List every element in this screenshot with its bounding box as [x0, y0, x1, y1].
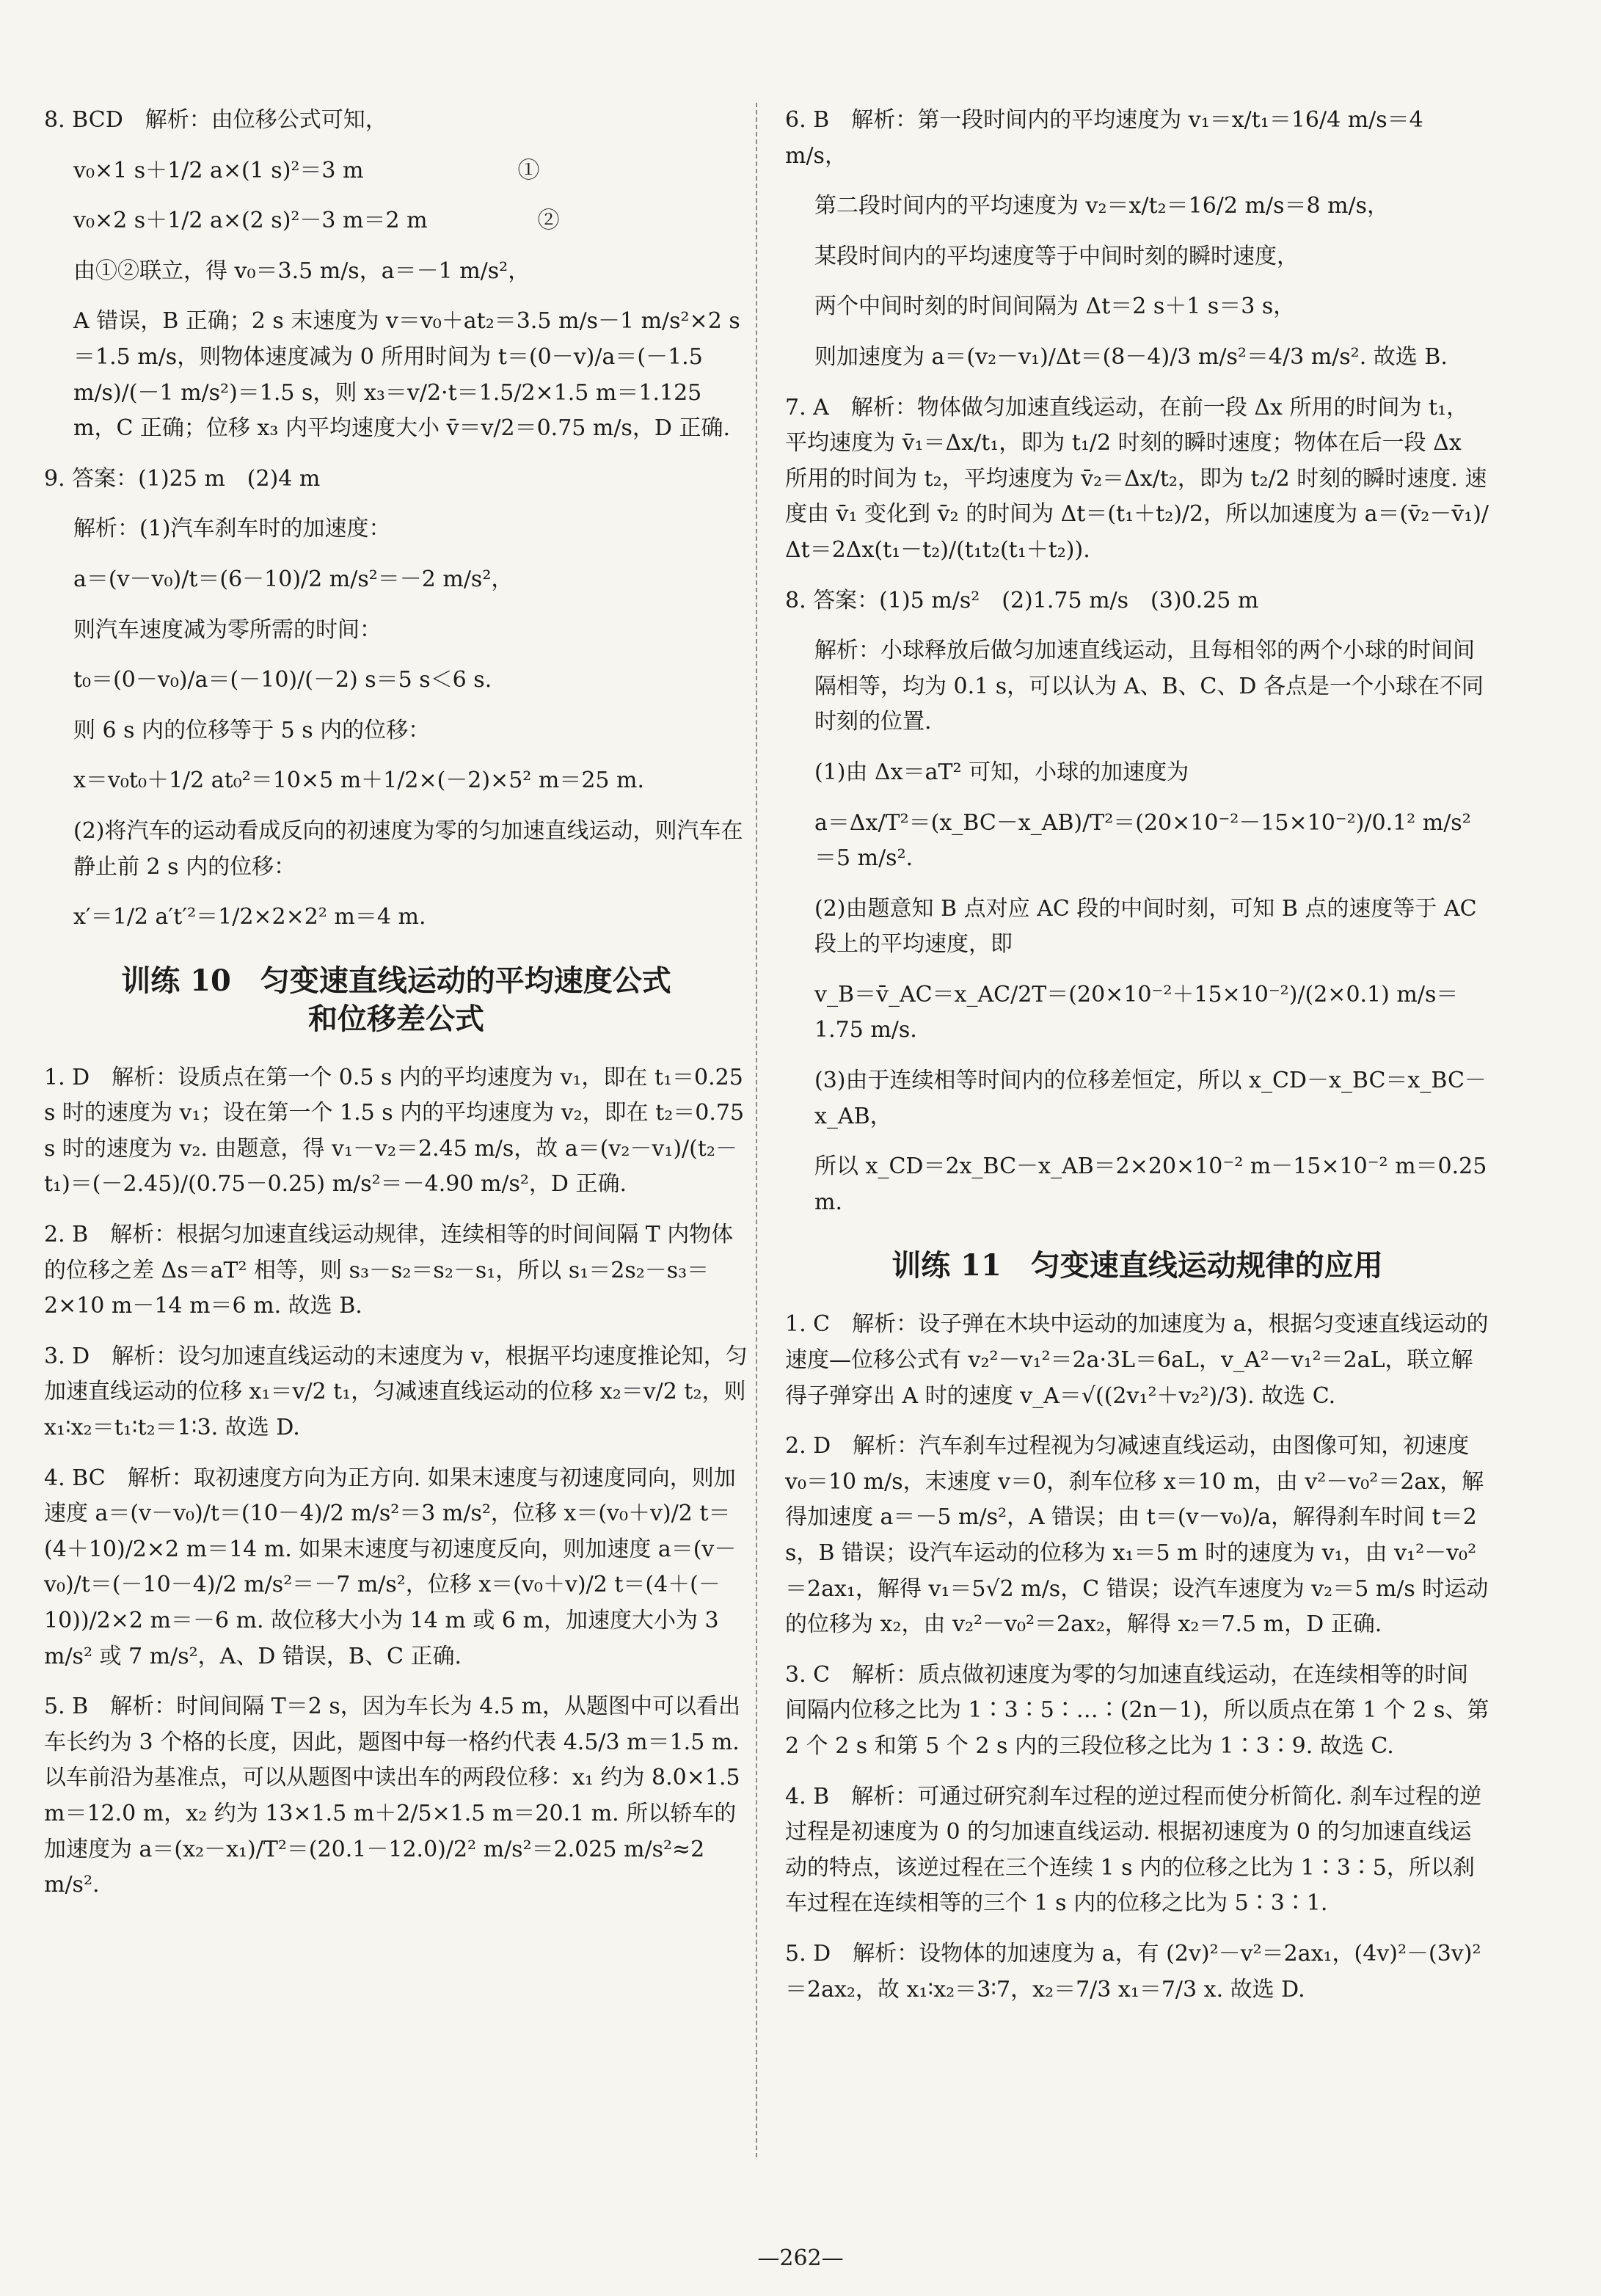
section-10-title	[44, 962, 748, 1038]
text-line: 9. 答案：(1)25 m (2)4 m	[44, 465, 321, 492]
answer-item: 1. D 解析：设质点在第一个 0.5 s 内的平均速度为 v₁，即在 t₁＝0.25 s 时的速度为 v₁；设在第一个 1.5 s 内的平均速度为 v₂，即在 t₂＝0.75 s 时的速度为 v₂. 由题意，得 v₁－v₂＝2.45 m/s，故 a＝(v₂－v₁)/(t₂－t₁)＝(－2.45)/(0.75－0.25) m/s²＝－4.90 m/s²，D 正确.	[44, 1064, 745, 1198]
page-number: —262—	[757, 2245, 844, 2271]
text-line: v₀×1 s＋1/2 a×(1 s)²＝3 m ①	[73, 157, 540, 183]
section-10-title-line2: 和位移差公式	[308, 1001, 484, 1036]
text-line: 所以 x_CD＝2x_BC－x_AB＝2×20×10⁻² m－15×10⁻² m＝0.25 m.	[814, 1154, 1487, 1215]
text-line: 由①②联立，得 v₀＝3.5 m/s，a＝－1 m/s²，	[73, 258, 530, 284]
answer-item: 3. D 解析：设匀加速直线运动的末速度为 v，根据平均速度推论知，匀加速直线运动的位移 x₁＝v/2 t₁，匀减速直线运动的位移 x₂＝v/2 t₂，则 x₁∶x₂＝t₁∶t₂＝1∶3. 故选 D.	[44, 1343, 748, 1441]
section-11-title	[785, 1247, 1489, 1285]
answer-item: 5. B 解析：时间间隔 T＝2 s，因为车长为 4.5 m，从题图中可以看出车长约为 3 个格的长度，因此，题图中每一格约代表 4.5/3 m＝1.5 m. 以车前沿为基准点，可以从题图中读出车的两段位移：x₁ 约为 8.0×1.5 m＝12.0 m，x₂ 约为 13×1.5 m＋2/5×1.5 m＝20.1 m. 所以轿车的加速度为 a＝(x₂－x₁)/T²＝(20.1－12.0)/2² m/s²＝2.025 m/s²≈2 m/s².	[44, 1694, 740, 1898]
right-column	[785, 103, 1489, 2022]
text-line: v_B＝v̄_AC＝x_AC/2T＝(20×10⁻²＋15×10⁻²)/(2×0.1) m/s＝1.75 m/s.	[814, 981, 1459, 1043]
text-line: 则加速度为 a＝(v₂－v₁)/Δt＝(8－4)/3 m/s²＝4/3 m/s². 故选 B.	[814, 343, 1448, 370]
text-line: 则 6 s 内的位移等于 5 s 内的位移：	[73, 717, 431, 743]
text-line: (3)由于连续相等时间内的位移差恒定，所以 x_CD－x_BC＝x_BC－x_AB，	[814, 1068, 1487, 1129]
text-line: 解析：(1)汽车刹车时的加速度：	[73, 516, 391, 542]
text-line: (2)将汽车的运动看成反向的初速度为零的匀加速直线运动，则汽车在静止前 2 s 内的位移：	[73, 817, 743, 880]
answer-item: 2. D 解析：汽车刹车过程视为匀减速直线运动，由图像可知，初速度 v₀＝10 m/s，末速度 v＝0，刹车位移 x＝10 m，由 v²－v₀²＝2ax，解得加速度 a＝－5 m/s²，A 错误；由 t＝(v－v₀)/a，解得刹车时间 t＝2 s，B 错误；设汽车运动的位移为 x₁＝5 m 时的速度为 v₁，由 v₁²－v₀²＝2ax₁，解得 v₁＝5√2 m/s，C 错误；设汽车速度为 v₂＝5 m/s 时运动的位移为 x₂，由 v₂²－v₀²＝2ax₂，解得 x₂＝7.5 m，D 正确.	[785, 1433, 1489, 1638]
text-line: t₀＝(0－v₀)/a＝(－10)/(－2) s＝5 s＜6 s.	[73, 667, 492, 693]
answer-item: 6. B 解析：第一段时间内的平均速度为 v₁＝x/t₁＝16/4 m/s＝4 m/s，	[785, 107, 1423, 169]
text-line: 两个中间时刻的时间间隔为 Δt＝2 s＋1 s＝3 s，	[814, 294, 1296, 320]
text-line: 第二段时间内的平均速度为 v₂＝x/t₂＝16/2 m/s＝8 m/s，	[814, 193, 1390, 219]
text-line: a＝(v－v₀)/t＝(6－10)/2 m/s²＝－2 m/s²，	[73, 566, 514, 592]
section-10-title-line1: 训练 10 匀变速直线运动的平均速度公式	[121, 963, 671, 998]
answer-item: 5. D 解析：设物体的加速度为 a，有 (2v)²－v²＝2ax₁，(4v)²－(3v)²＝2ax₂，故 x₁∶x₂＝3∶7，x₂＝7/3 x₁＝7/3 x. 故选 D.	[785, 1940, 1481, 2002]
text-line: (1)由 Δx＝aT² 可知，小球的加速度为	[814, 759, 1189, 785]
left-column	[44, 103, 748, 1918]
column-divider	[756, 103, 757, 2157]
text-line: x＝v₀t₀＋1/2 at₀²＝10×5 m＋1/2×(－2)×5² m＝25 m.	[73, 768, 645, 794]
answer-item: 7. A 解析：物体做匀加速直线运动，在前一段 Δx 所用的时间为 t₁，平均速度为 v̄₁＝Δx/t₁，即为 t₁/2 时刻的瞬时速度；物体在后一段 Δx 所用的时间为 t₂，平均速度为 v̄₂＝Δx/t₂，即为 t₂/2 时刻的瞬时速度. 速度由 v̄₁ 变化到 v̄₂ 的时间为 Δt＝(t₁＋t₂)/2，所以加速度为 a＝(v̄₂－v̄₁)/Δt＝2Δx(t₁－t₂)/(t₁t₂(t₁＋t₂)).	[785, 394, 1489, 563]
answer-item: 3. C 解析：质点做初速度为零的匀加速直线运动，在连续相等的时间间隔内位移之比为 1∶3∶5∶…∶(2n－1)，所以质点在第 1 个 2 s、第 2 个 2 s 和第 5 个 2 s 内的三段位移之比为 1∶3∶9. 故选 C.	[785, 1661, 1489, 1759]
text-line: x′＝1/2 a′t′²＝1/2×2×2² m＝4 m.	[73, 904, 426, 930]
section-11-title-text: 训练 11 匀变速直线运动规律的应用	[891, 1248, 1383, 1283]
answer-item: 4. B 解析：可通过研究刹车过程的逆过程而使分析简化. 刹车过程的逆过程是初速度为 0 的匀加速直线运动. 根据初速度为 0 的匀加速直线运动的特点，该逆过程在三个连续 1 s 内的位移之比为 1∶3∶5，所以刹车过程在连续相等的三个 1 s 内的位移之比为 5∶3∶1.	[785, 1783, 1482, 1917]
answer-item: 4. BC 解析：取初速度方向为正方向. 如果末速度与初速度同向，则加速度 a＝(v－v₀)/t＝(10－4)/2 m/s²＝3 m/s²，位移 x＝(v₀＋v)/2 t＝(4＋10)/2×2 m＝14 m. 如果末速度与初速度反向，则加速度 a＝(v－v₀)/t＝(－10－4)/2 m/s²＝－7 m/s²，位移 x＝(v₀＋v)/2 t＝(4＋(－10))/2×2 m＝－6 m. 故位移大小为 14 m 或 6 m，加速度大小为 3 m/s² 或 7 m/s²，A、D 错误，B、C 正确.	[44, 1465, 737, 1669]
text-line: (2)由题意知 B 点对应 AC 段的中间时刻，可知 B 点的速度等于 AC 段上的平均速度，即	[814, 895, 1477, 958]
text-line: v₀×2 s＋1/2 a×(2 s)²－3 m＝2 m ②	[73, 208, 560, 234]
text-line: a＝Δx/T²＝(x_BC－x_AB)/T²＝(20×10⁻²－15×10⁻²)/0.1² m/s²＝5 m/s².	[814, 809, 1471, 872]
text-line: 8. BCD 解析：由位移公式可知，	[44, 107, 387, 133]
text-line: 某段时间内的平均速度等于中间时刻的瞬时速度，	[814, 243, 1299, 269]
answer-item: 2. B 解析：根据匀加速直线运动规律，连续相等的时间间隔 T 内物体的位移之差 Δs＝aT² 相等，则 s₃－s₂＝s₂－s₁，所以 s₁＝2s₂－s₃＝2×10 m－14 m＝6 m. 故选 B.	[44, 1222, 734, 1319]
text-line: A 错误，B 正确；2 s 末速度为 v＝v₀＋at₂＝3.5 m/s－1 m/s²×2 s＝1.5 m/s，则物体速度减为 0 所用时间为 t＝(0－v)/a＝(－1.5 m/s)/(－1 m/s²)＝1.5 s，则 x₃＝v/2·t＝1.5/2×1.5 m＝1.125 m，C 正确；位移 x₃ 内平均速度大小 v̄＝v/2＝0.75 m/s，D 正确.	[73, 308, 740, 442]
answer-item: 8. 答案：(1)5 m/s² (2)1.75 m/s (3)0.25 m	[785, 587, 1259, 613]
text-line: 则汽车速度减为零所需的时间：	[73, 616, 382, 643]
text-line: 解析：小球释放后做匀加速直线运动，且每相邻的两个小球的时间间隔相等，均为 0.1 s，可以认为 A、B、C、D 各点是一个小球在不同时刻的位置.	[814, 638, 1484, 735]
answer-item: 1. C 解析：设子弹在木块中运动的加速度为 a，根据匀变速直线运动的速度—位移公式有 v₂²－v₁²＝2a·3L＝6aL，v_A²－v₁²＝2aL，联立解得子弹穿出 A 时的速度 v_A＝√((2v₁²＋v₂²)/3). 故选 C.	[785, 1311, 1489, 1409]
